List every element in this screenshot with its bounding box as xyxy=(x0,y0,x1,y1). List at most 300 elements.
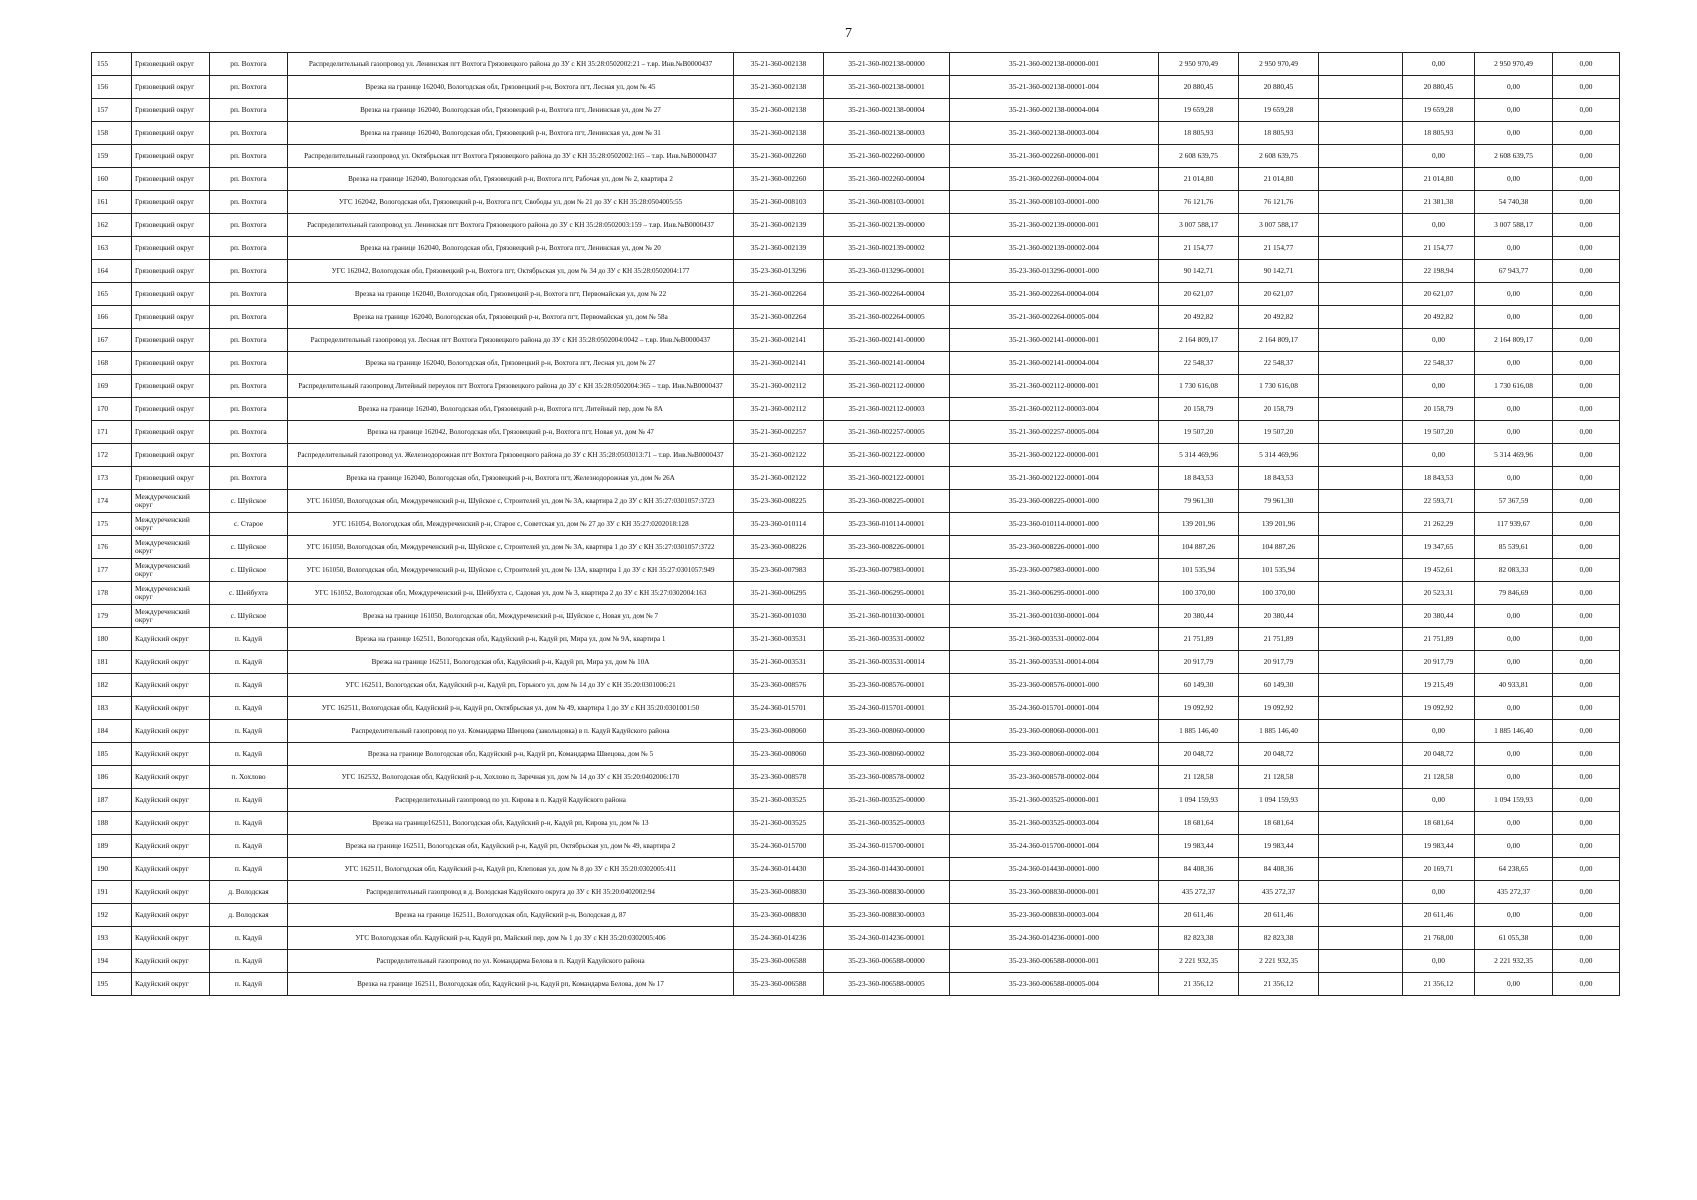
full-code-cell: 35-24-360-015701-00001-004 xyxy=(950,697,1159,720)
full-code-cell: 35-23-360-008060-00002-004 xyxy=(950,743,1159,766)
object-description-cell: Распределительный газопровод ул. Железнодорожная пгт Вохтога Грязовецкого района до ЗУ с КН 35:28:0503013:71 – т.вр. Инв.№В0000437 xyxy=(288,444,734,467)
value-part-c-cell: 0,00 xyxy=(1553,421,1620,444)
inventory-code-cell: 35-24-360-014236 xyxy=(734,927,824,950)
object-description-cell: Врезка на границе 162040, Вологодская обл, Грязовецкий р-н, Вохтога пгт, Лесная ул, дом № 45 xyxy=(288,76,734,99)
inventory-code-cell: 35-23-360-008060 xyxy=(734,720,824,743)
inventory-code-cell: 35-23-360-008830 xyxy=(734,881,824,904)
value-part-b-cell: 2 164 809,17 xyxy=(1475,329,1553,352)
initial-value-cell: 101 535,94 xyxy=(1159,559,1239,582)
value-part-a-cell: 20 621,07 xyxy=(1403,283,1475,306)
initial-value-cell: 20 917,79 xyxy=(1159,651,1239,674)
book-value-cell: 18 681,64 xyxy=(1239,812,1319,835)
book-value-cell: 21 154,77 xyxy=(1239,237,1319,260)
value-part-c-cell: 0,00 xyxy=(1553,283,1620,306)
value-part-a-cell: 19 347,65 xyxy=(1403,536,1475,559)
value-part-b-cell: 85 539,61 xyxy=(1475,536,1553,559)
book-value-cell: 104 887,26 xyxy=(1239,536,1319,559)
asset-table xyxy=(91,52,1620,996)
full-code-cell: 35-21-360-002138-00001-004 xyxy=(950,76,1159,99)
value-part-b-cell: 64 238,65 xyxy=(1475,858,1553,881)
full-code-cell: 35-21-360-003531-00002-004 xyxy=(950,628,1159,651)
initial-value-cell: 20 380,44 xyxy=(1159,605,1239,628)
district-cell: Грязовецкий округ xyxy=(132,237,210,260)
inventory-code-cell: 35-21-360-002112 xyxy=(734,398,824,421)
sub-code-cell: 35-21-360-002139-00000 xyxy=(824,214,950,237)
value-part-c-cell: 0,00 xyxy=(1553,697,1620,720)
sub-code-cell: 35-23-360-008225-00001 xyxy=(824,490,950,513)
book-value-cell: 19 659,28 xyxy=(1239,99,1319,122)
value-part-b-cell: 54 740,38 xyxy=(1475,191,1553,214)
sub-code-cell: 35-21-360-002138-00000 xyxy=(824,53,950,76)
value-part-b-cell: 0,00 xyxy=(1475,99,1553,122)
empty-cell xyxy=(1319,191,1403,214)
initial-value-cell: 82 823,38 xyxy=(1159,927,1239,950)
book-value-cell: 20 492,82 xyxy=(1239,306,1319,329)
locality-cell: п. Хохлово xyxy=(210,766,288,789)
value-part-c-cell: 0,00 xyxy=(1553,444,1620,467)
locality-cell: п. Кадуй xyxy=(210,720,288,743)
empty-cell xyxy=(1319,720,1403,743)
empty-cell xyxy=(1319,582,1403,605)
value-part-c-cell: 0,00 xyxy=(1553,881,1620,904)
district-cell: Грязовецкий округ xyxy=(132,145,210,168)
empty-cell xyxy=(1319,260,1403,283)
value-part-c-cell: 0,00 xyxy=(1553,490,1620,513)
full-code-cell: 35-23-360-007983-00001-000 xyxy=(950,559,1159,582)
table-row xyxy=(92,858,1620,881)
sub-code-cell: 35-21-360-003531-00014 xyxy=(824,651,950,674)
inventory-code-cell: 35-23-360-008830 xyxy=(734,904,824,927)
value-part-b-cell: 0,00 xyxy=(1475,697,1553,720)
value-part-b-cell: 0,00 xyxy=(1475,766,1553,789)
full-code-cell: 35-21-360-002138-00003-004 xyxy=(950,122,1159,145)
locality-cell: рп. Вохтога xyxy=(210,329,288,352)
locality-cell: рп. Вохтога xyxy=(210,306,288,329)
value-part-c-cell: 0,00 xyxy=(1553,237,1620,260)
value-part-c-cell: 0,00 xyxy=(1553,973,1620,996)
value-part-a-cell: 21 154,77 xyxy=(1403,237,1475,260)
value-part-b-cell: 79 846,69 xyxy=(1475,582,1553,605)
locality-cell: рп. Вохтога xyxy=(210,53,288,76)
sub-code-cell: 35-21-360-002141-00004 xyxy=(824,352,950,375)
object-description-cell: Врезка на границе 162511, Вологодская обл, Кадуйский р-н, Кадуй рп, Октябрьская ул, дом № 49, квартира 2 xyxy=(288,835,734,858)
row-number: 184 xyxy=(92,720,132,743)
row-number: 187 xyxy=(92,789,132,812)
inventory-code-cell: 35-21-360-003525 xyxy=(734,789,824,812)
empty-cell xyxy=(1319,421,1403,444)
value-part-a-cell: 21 262,29 xyxy=(1403,513,1475,536)
object-description-cell: Врезка на границе 161050, Вологодская обл, Междуреченский р-н, Шуйское с, Новая ул, дом № 7 xyxy=(288,605,734,628)
table-row xyxy=(92,927,1620,950)
sub-code-cell: 35-23-360-013296-00001 xyxy=(824,260,950,283)
district-cell: Кадуйский округ xyxy=(132,835,210,858)
inventory-code-cell: 35-21-360-001030 xyxy=(734,605,824,628)
locality-cell: п. Кадуй xyxy=(210,858,288,881)
locality-cell: рп. Вохтога xyxy=(210,122,288,145)
row-number: 181 xyxy=(92,651,132,674)
district-cell: Кадуйский округ xyxy=(132,766,210,789)
district-cell: Междуреченский округ xyxy=(132,490,210,513)
inventory-code-cell: 35-24-360-014430 xyxy=(734,858,824,881)
district-cell: Кадуйский округ xyxy=(132,674,210,697)
row-number: 185 xyxy=(92,743,132,766)
sub-code-cell: 35-23-360-008576-00001 xyxy=(824,674,950,697)
sub-code-cell: 35-21-360-003525-00003 xyxy=(824,812,950,835)
table-row xyxy=(92,214,1620,237)
locality-cell: рп. Вохтога xyxy=(210,398,288,421)
table-row xyxy=(92,605,1620,628)
book-value-cell: 20 158,79 xyxy=(1239,398,1319,421)
full-code-cell: 35-23-360-008830-00003-004 xyxy=(950,904,1159,927)
row-number: 158 xyxy=(92,122,132,145)
value-part-a-cell: 19 092,92 xyxy=(1403,697,1475,720)
inventory-code-cell: 35-21-360-002260 xyxy=(734,145,824,168)
locality-cell: рп. Вохтога xyxy=(210,375,288,398)
locality-cell: рп. Вохтога xyxy=(210,283,288,306)
value-part-a-cell: 19 507,20 xyxy=(1403,421,1475,444)
book-value-cell: 2 164 809,17 xyxy=(1239,329,1319,352)
book-value-cell: 20 380,44 xyxy=(1239,605,1319,628)
sub-code-cell: 35-24-360-014236-00001 xyxy=(824,927,950,950)
district-cell: Междуреченский округ xyxy=(132,536,210,559)
value-part-a-cell: 21 128,58 xyxy=(1403,766,1475,789)
sub-code-cell: 35-24-360-014430-00001 xyxy=(824,858,950,881)
inventory-code-cell: 35-24-360-015701 xyxy=(734,697,824,720)
value-part-c-cell: 0,00 xyxy=(1553,835,1620,858)
value-part-a-cell: 0,00 xyxy=(1403,881,1475,904)
object-description-cell: УГС 162532, Вологодская обл, Кадуйский р-н, Хохлово п, Заречная ул, дом № 14 до ЗУ с КН 35:20:0402006:170 xyxy=(288,766,734,789)
district-cell: Грязовецкий округ xyxy=(132,421,210,444)
empty-cell xyxy=(1319,490,1403,513)
district-cell: Грязовецкий округ xyxy=(132,306,210,329)
value-part-a-cell: 21 768,00 xyxy=(1403,927,1475,950)
table-row xyxy=(92,467,1620,490)
table-row xyxy=(92,651,1620,674)
value-part-c-cell: 0,00 xyxy=(1553,260,1620,283)
initial-value-cell: 18 843,53 xyxy=(1159,467,1239,490)
book-value-cell: 5 314 469,96 xyxy=(1239,444,1319,467)
value-part-c-cell: 0,00 xyxy=(1553,927,1620,950)
empty-cell xyxy=(1319,398,1403,421)
object-description-cell: Врезка на границе 162511, Вологодская обл, Кадуйский р-н, Володская д, 87 xyxy=(288,904,734,927)
inventory-code-cell: 35-24-360-015700 xyxy=(734,835,824,858)
sub-code-cell: 35-21-360-008103-00001 xyxy=(824,191,950,214)
value-part-b-cell: 0,00 xyxy=(1475,306,1553,329)
value-part-b-cell: 1 885 146,40 xyxy=(1475,720,1553,743)
row-number: 193 xyxy=(92,927,132,950)
book-value-cell: 76 121,76 xyxy=(1239,191,1319,214)
table-row xyxy=(92,973,1620,996)
row-number: 186 xyxy=(92,766,132,789)
full-code-cell: 35-23-360-013296-00001-000 xyxy=(950,260,1159,283)
value-part-a-cell: 20 880,45 xyxy=(1403,76,1475,99)
locality-cell: рп. Вохтога xyxy=(210,352,288,375)
value-part-c-cell: 0,00 xyxy=(1553,628,1620,651)
inventory-code-cell: 35-21-360-006295 xyxy=(734,582,824,605)
book-value-cell: 435 272,37 xyxy=(1239,881,1319,904)
district-cell: Кадуйский округ xyxy=(132,743,210,766)
value-part-a-cell: 21 751,89 xyxy=(1403,628,1475,651)
value-part-a-cell: 20 492,82 xyxy=(1403,306,1475,329)
value-part-c-cell: 0,00 xyxy=(1553,145,1620,168)
locality-cell: п. Кадуй xyxy=(210,628,288,651)
page-number: 7 xyxy=(845,26,852,41)
table-row xyxy=(92,674,1620,697)
district-cell: Грязовецкий округ xyxy=(132,76,210,99)
initial-value-cell: 20 492,82 xyxy=(1159,306,1239,329)
row-number: 174 xyxy=(92,490,132,513)
value-part-a-cell: 0,00 xyxy=(1403,720,1475,743)
value-part-c-cell: 0,00 xyxy=(1553,720,1620,743)
locality-cell: с. Шуйское xyxy=(210,605,288,628)
district-cell: Грязовецкий округ xyxy=(132,352,210,375)
full-code-cell: 35-23-360-008578-00002-004 xyxy=(950,766,1159,789)
full-code-cell: 35-23-360-010114-00001-000 xyxy=(950,513,1159,536)
initial-value-cell: 84 408,36 xyxy=(1159,858,1239,881)
value-part-a-cell: 0,00 xyxy=(1403,214,1475,237)
inventory-code-cell: 35-21-360-002141 xyxy=(734,352,824,375)
book-value-cell: 139 201,96 xyxy=(1239,513,1319,536)
object-description-cell: УГС 162511, Вологодская обл, Кадуйский р-н, Кадуй рп, Горького ул, дом № 14 до ЗУ с КН 35:20:0301006:21 xyxy=(288,674,734,697)
row-number: 164 xyxy=(92,260,132,283)
full-code-cell: 35-21-360-002112-00000-001 xyxy=(950,375,1159,398)
district-cell: Кадуйский округ xyxy=(132,858,210,881)
initial-value-cell: 21 356,12 xyxy=(1159,973,1239,996)
inventory-code-cell: 35-23-360-013296 xyxy=(734,260,824,283)
table-row xyxy=(92,421,1620,444)
sub-code-cell: 35-23-360-007983-00001 xyxy=(824,559,950,582)
object-description-cell: Врезка на границе 162040, Вологодская обл, Грязовецкий р-н, Вохтога пгт, Железнодорожная ул, дом № 26А xyxy=(288,467,734,490)
inventory-code-cell: 35-21-360-002138 xyxy=(734,53,824,76)
value-part-c-cell: 0,00 xyxy=(1553,743,1620,766)
initial-value-cell: 19 659,28 xyxy=(1159,99,1239,122)
object-description-cell: УГС 162042, Вологодская обл, Грязовецкий р-н, Вохтога пгт, Октябрьская ул, дом № 34 до ЗУ с КН 35:28:0502004:177 xyxy=(288,260,734,283)
sub-code-cell: 35-23-360-008060-00002 xyxy=(824,743,950,766)
row-number: 179 xyxy=(92,605,132,628)
value-part-c-cell: 0,00 xyxy=(1553,858,1620,881)
value-part-b-cell: 0,00 xyxy=(1475,904,1553,927)
table-row xyxy=(92,375,1620,398)
locality-cell: рп. Вохтога xyxy=(210,260,288,283)
sub-code-cell: 35-21-360-002141-00000 xyxy=(824,329,950,352)
value-part-a-cell: 20 917,79 xyxy=(1403,651,1475,674)
value-part-c-cell: 0,00 xyxy=(1553,812,1620,835)
full-code-cell: 35-21-360-001030-00001-004 xyxy=(950,605,1159,628)
object-description-cell: Врезка на границе 162040, Вологодская обл, Грязовецкий р-н, Вохтога пгт, Ленинская ул, дом № 31 xyxy=(288,122,734,145)
district-cell: Кадуйский округ xyxy=(132,812,210,835)
book-value-cell: 1 730 616,08 xyxy=(1239,375,1319,398)
district-cell: Грязовецкий округ xyxy=(132,283,210,306)
value-part-b-cell: 0,00 xyxy=(1475,398,1553,421)
empty-cell xyxy=(1319,927,1403,950)
locality-cell: д. Володская xyxy=(210,904,288,927)
value-part-a-cell: 0,00 xyxy=(1403,145,1475,168)
district-cell: Грязовецкий округ xyxy=(132,375,210,398)
locality-cell: п. Кадуй xyxy=(210,950,288,973)
empty-cell xyxy=(1319,766,1403,789)
row-number: 170 xyxy=(92,398,132,421)
empty-cell xyxy=(1319,214,1403,237)
full-code-cell: 35-21-360-002138-00000-001 xyxy=(950,53,1159,76)
sub-code-cell: 35-21-360-002257-00005 xyxy=(824,421,950,444)
empty-cell xyxy=(1319,375,1403,398)
locality-cell: с. Шуйское xyxy=(210,536,288,559)
locality-cell: п. Кадуй xyxy=(210,789,288,812)
initial-value-cell: 5 314 469,96 xyxy=(1159,444,1239,467)
table-row xyxy=(92,352,1620,375)
book-value-cell: 18 843,53 xyxy=(1239,467,1319,490)
table-row xyxy=(92,306,1620,329)
full-code-cell: 35-23-360-008576-00001-000 xyxy=(950,674,1159,697)
value-part-b-cell: 0,00 xyxy=(1475,467,1553,490)
row-number: 195 xyxy=(92,973,132,996)
value-part-a-cell: 0,00 xyxy=(1403,375,1475,398)
full-code-cell: 35-23-360-006588-00005-004 xyxy=(950,973,1159,996)
object-description-cell: Врезка на границе 162511, Вологодская обл, Кадуйский р-н, Кадуй рп, Мира ул, дом № 9А, квартира 1 xyxy=(288,628,734,651)
table-row xyxy=(92,122,1620,145)
value-part-c-cell: 0,00 xyxy=(1553,513,1620,536)
book-value-cell: 20 611,46 xyxy=(1239,904,1319,927)
empty-cell xyxy=(1319,237,1403,260)
object-description-cell: Врезка на границе 162511, Вологодская обл, Кадуйский р-н, Кадуй рп, Командарма Белова, дом № 17 xyxy=(288,973,734,996)
district-cell: Грязовецкий округ xyxy=(132,168,210,191)
full-code-cell: 35-23-360-008226-00001-000 xyxy=(950,536,1159,559)
table-row xyxy=(92,329,1620,352)
value-part-b-cell: 82 083,33 xyxy=(1475,559,1553,582)
initial-value-cell: 104 887,26 xyxy=(1159,536,1239,559)
sub-code-cell: 35-21-360-002122-00000 xyxy=(824,444,950,467)
full-code-cell: 35-23-360-008060-00000-001 xyxy=(950,720,1159,743)
empty-cell xyxy=(1319,444,1403,467)
value-part-b-cell: 61 055,38 xyxy=(1475,927,1553,950)
value-part-b-cell: 3 007 588,17 xyxy=(1475,214,1553,237)
district-cell: Кадуйский округ xyxy=(132,628,210,651)
object-description-cell: Распределительный газопровод по ул. Кирова в п. Кадуй Кадуйского района xyxy=(288,789,734,812)
district-cell: Кадуйский округ xyxy=(132,651,210,674)
table-row xyxy=(92,490,1620,513)
empty-cell xyxy=(1319,789,1403,812)
full-code-cell: 35-23-360-008225-00001-000 xyxy=(950,490,1159,513)
book-value-cell: 1 885 146,40 xyxy=(1239,720,1319,743)
value-part-b-cell: 0,00 xyxy=(1475,237,1553,260)
book-value-cell: 2 608 639,75 xyxy=(1239,145,1319,168)
value-part-b-cell: 0,00 xyxy=(1475,76,1553,99)
object-description-cell: Распределительный газопровод ул. Октябрьская пгт Вохтога Грязовецкого района до ЗУ с КН 35:28:0502002:165 – т.вр. Инв.№В0000437 xyxy=(288,145,734,168)
table-row xyxy=(92,237,1620,260)
object-description-cell: Врезка на границе 162511, Вологодская обл, Кадуйский р-н, Кадуй рп, Мира ул, дом № 10А xyxy=(288,651,734,674)
sub-code-cell: 35-23-360-010114-00001 xyxy=(824,513,950,536)
inventory-code-cell: 35-21-360-002260 xyxy=(734,168,824,191)
initial-value-cell: 60 149,30 xyxy=(1159,674,1239,697)
value-part-a-cell: 0,00 xyxy=(1403,53,1475,76)
row-number: 177 xyxy=(92,559,132,582)
value-part-b-cell: 2 950 970,49 xyxy=(1475,53,1553,76)
table-row xyxy=(92,720,1620,743)
district-cell: Кадуйский округ xyxy=(132,927,210,950)
row-number: 189 xyxy=(92,835,132,858)
inventory-code-cell: 35-21-360-002112 xyxy=(734,375,824,398)
row-number: 194 xyxy=(92,950,132,973)
value-part-c-cell: 0,00 xyxy=(1553,559,1620,582)
table-row xyxy=(92,191,1620,214)
district-cell: Грязовецкий округ xyxy=(132,122,210,145)
district-cell: Кадуйский округ xyxy=(132,950,210,973)
object-description-cell: Врезка на границе 162042, Вологодская обл, Грязовецкий р-н, Вохтога пгт, Новая ул, дом № 47 xyxy=(288,421,734,444)
row-number: 159 xyxy=(92,145,132,168)
sub-code-cell: 35-21-360-002260-00000 xyxy=(824,145,950,168)
full-code-cell: 35-21-360-002260-00004-004 xyxy=(950,168,1159,191)
initial-value-cell: 435 272,37 xyxy=(1159,881,1239,904)
locality-cell: с. Шуйское xyxy=(210,490,288,513)
inventory-code-cell: 35-23-360-008576 xyxy=(734,674,824,697)
empty-cell xyxy=(1319,674,1403,697)
sub-code-cell: 35-21-360-002138-00004 xyxy=(824,99,950,122)
value-part-b-cell: 2 608 639,75 xyxy=(1475,145,1553,168)
empty-cell xyxy=(1319,536,1403,559)
table-row xyxy=(92,697,1620,720)
full-code-cell: 35-23-360-006588-00000-001 xyxy=(950,950,1159,973)
locality-cell: п. Кадуй xyxy=(210,674,288,697)
object-description-cell: Врезка на границе 162040, Вологодская обл, Грязовецкий р-н, Вохтога пгт, Ленинская ул, дом № 20 xyxy=(288,237,734,260)
book-value-cell: 60 149,30 xyxy=(1239,674,1319,697)
inventory-code-cell: 35-21-360-002264 xyxy=(734,306,824,329)
locality-cell: рп. Вохтога xyxy=(210,76,288,99)
value-part-c-cell: 0,00 xyxy=(1553,214,1620,237)
full-code-cell: 35-21-360-002138-00004-004 xyxy=(950,99,1159,122)
table-row xyxy=(92,168,1620,191)
value-part-c-cell: 0,00 xyxy=(1553,467,1620,490)
value-part-b-cell: 40 933,81 xyxy=(1475,674,1553,697)
table-row xyxy=(92,53,1620,76)
book-value-cell: 82 823,38 xyxy=(1239,927,1319,950)
object-description-cell: УГС 161050, Вологодская обл, Междуреченский р-н, Шуйское с, Строителей ул, дом № 13А, квартира 1 до ЗУ с КН 35:27:0301057:949 xyxy=(288,559,734,582)
value-part-c-cell: 0,00 xyxy=(1553,398,1620,421)
value-part-c-cell: 0,00 xyxy=(1553,329,1620,352)
book-value-cell: 21 356,12 xyxy=(1239,973,1319,996)
initial-value-cell: 2 950 970,49 xyxy=(1159,53,1239,76)
object-description-cell: Врезка на границе 162040, Вологодская обл, Грязовецкий р-н, Вохтога пгт, Рабочая ул, дом № 2, квартира 2 xyxy=(288,168,734,191)
district-cell: Грязовецкий округ xyxy=(132,398,210,421)
value-part-b-cell: 117 939,67 xyxy=(1475,513,1553,536)
inventory-code-cell: 35-21-360-002257 xyxy=(734,421,824,444)
row-number: 190 xyxy=(92,858,132,881)
value-part-b-cell: 57 367,59 xyxy=(1475,490,1553,513)
locality-cell: рп. Вохтога xyxy=(210,99,288,122)
inventory-code-cell: 35-23-360-008578 xyxy=(734,766,824,789)
district-cell: Грязовецкий округ xyxy=(132,444,210,467)
locality-cell: с. Старое xyxy=(210,513,288,536)
locality-cell: рп. Вохтога xyxy=(210,168,288,191)
table-row xyxy=(92,743,1620,766)
sub-code-cell: 35-21-360-006295-00001 xyxy=(824,582,950,605)
sub-code-cell: 35-24-360-015700-00001 xyxy=(824,835,950,858)
inventory-code-cell: 35-21-360-002264 xyxy=(734,283,824,306)
initial-value-cell: 21 014,80 xyxy=(1159,168,1239,191)
full-code-cell: 35-21-360-006295-00001-000 xyxy=(950,582,1159,605)
table-row xyxy=(92,950,1620,973)
value-part-b-cell: 0,00 xyxy=(1475,743,1553,766)
district-cell: Кадуйский округ xyxy=(132,881,210,904)
sub-code-cell: 35-23-360-008578-00002 xyxy=(824,766,950,789)
inventory-code-cell: 35-21-360-008103 xyxy=(734,191,824,214)
initial-value-cell: 76 121,76 xyxy=(1159,191,1239,214)
inventory-code-cell: 35-21-360-002139 xyxy=(734,237,824,260)
book-value-cell: 90 142,71 xyxy=(1239,260,1319,283)
initial-value-cell: 22 548,37 xyxy=(1159,352,1239,375)
value-part-c-cell: 0,00 xyxy=(1553,536,1620,559)
district-cell: Грязовецкий округ xyxy=(132,214,210,237)
locality-cell: п. Кадуй xyxy=(210,651,288,674)
